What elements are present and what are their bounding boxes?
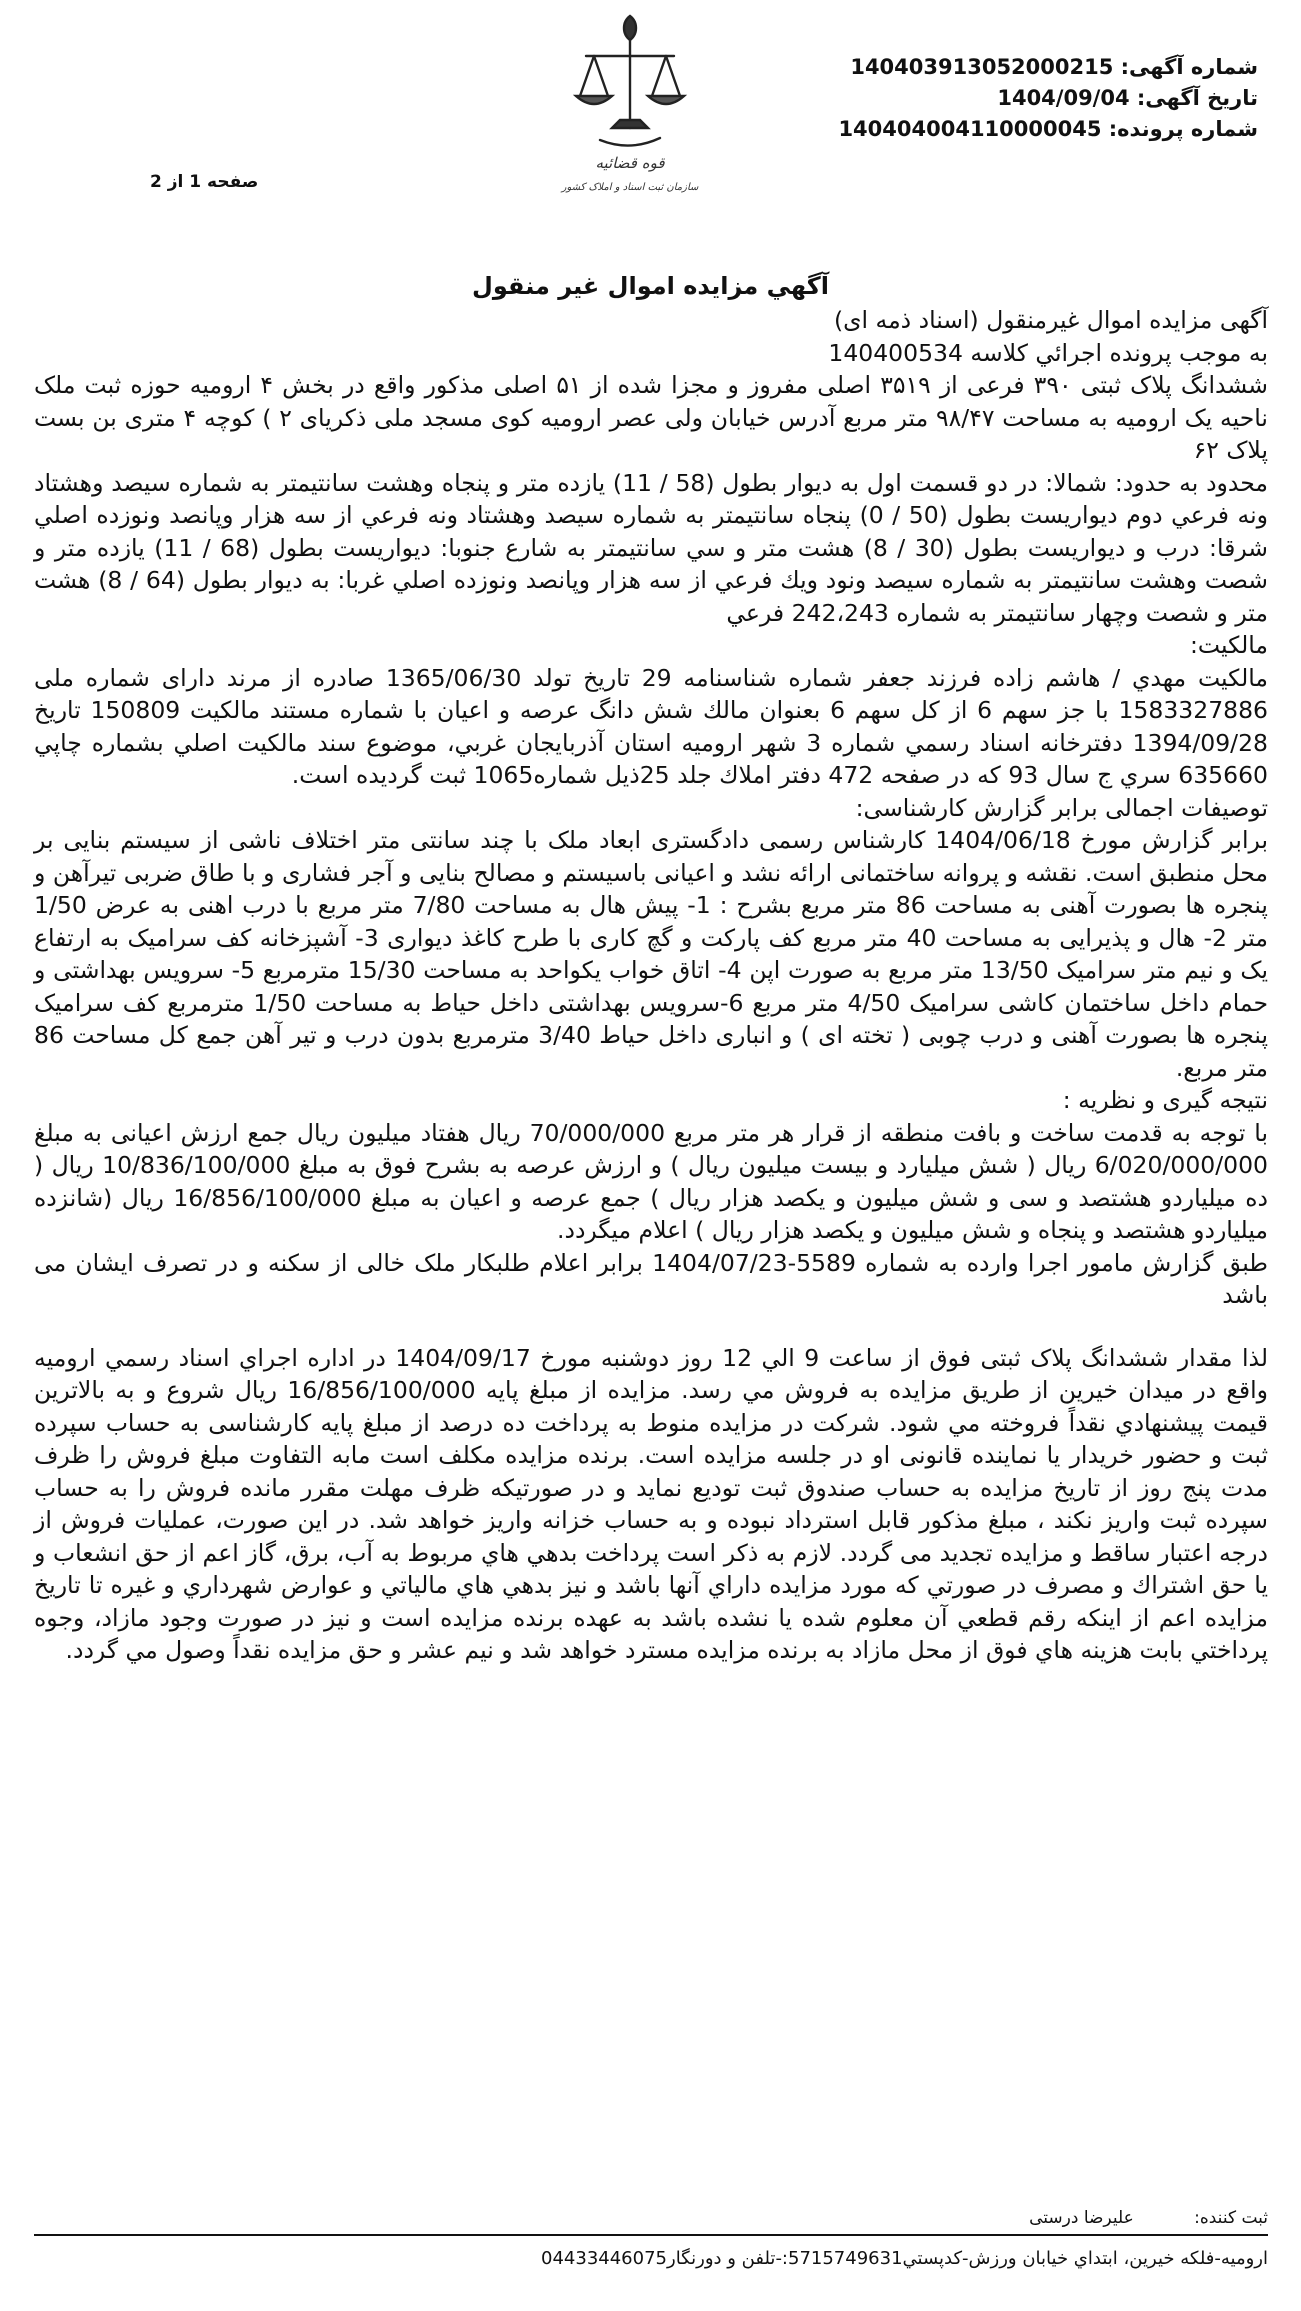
page-number: صفحه 1 از 2: [150, 172, 259, 192]
judiciary-scales-emblem-icon: [561, 10, 699, 196]
footer-address: اروميه-فلكه خيرين، ابتداي خيابان ورزش-كدپستي5715749631:-تلفن و دورنگار04433446075: [541, 2248, 1268, 2269]
file-number-row: [828, 114, 1258, 145]
conclusion-heading: نتیجه گیری و نظریه :: [1062, 1086, 1268, 1114]
registered-by-name: علیرضا درستی: [1029, 2208, 1134, 2228]
description-heading: توصیفات اجمالی برابر گزارش کارشناسی:: [855, 793, 1268, 822]
notice-number-row: [828, 52, 1258, 83]
registered-by-label: ثبت کننده:: [1194, 2208, 1268, 2228]
notice-date-label: تاریخ آگهی:: [1136, 86, 1258, 110]
file-number: 140404004110000045: [838, 117, 1102, 141]
description-paragraph: برابر گزارش مورخ 1404/06/18 کارشناس رسمی دادگستری ابعاد ملک با چند سانتی متر اختلاف ناشی از سیستم بنایی بر محل منطبق است. نقشه و پروانه ساختمانی ارائه نشد و اعیانی باسیستم و مصالح بنایی و آجر فشاری و با طاق ضربی تیرآهن و پنجره ها بصورت آهنی به مساحت 86 متر مربع بشرح : 1- پیش هال به مساحت 7/80 متر مربع با درب اهنی به عرض 1/50 متر 2- هال و پذیرایی به مساحت 40 متر مربع کف پارکت و گچ کاری با طرح کاغذ دیواری 3- آشپزخانه کف سرامیک به ارتفاع یک و نیم متر سرامیک 13/50 متر مربع به صورت اپن 4- اتاق خواب یکواحد به مساحت 15/30 مترمربع 5- سرویس بهداشتی و حمام داخل ساختمان کاشی سرامیک 4/50 متر مربع 6-سرویس بهداشتی داخل حیاط به مساحت 1/50 مترمربع کف سرامیک پنجره ها بصورت آهنی و درب چوبی ( تخته ای ) و انباری داخل حیاط 3/40 مترمربع بدون درب و تیر آهن جمع کل مساحت 86 متر مربع.: [34, 826, 1268, 1082]
page-title: آگهي مزايده اموال غير منقول: [472, 272, 829, 300]
footer-divider: [34, 2234, 1268, 2236]
intro-line-1: آگهی مزایده اموال غیرمنقول (اسناد ذمه ای): [833, 306, 1268, 334]
officer-report-paragraph: طبق گزارش مامور اجرا وارده به شماره 5589-1404/07/23 برابر اعلام طلبکار ملک خالی از سکنه و در تصرف ایشان می باشد: [34, 1248, 1268, 1309]
conclusion-paragraph: با توجه به قدمت ساخت و بافت منطقه از قرار هر متر مربع 70/000/000 ریال هفتاد میلیون ریال جمع ارزش اعیانی به مبلغ 6/020/000/000 ریال ( شش میلیارد و بیست میلیون ریال ) و ارزش عرصه به بشرح فوق به مبلغ 10/836/100/000 ریال ( ده میلیاردو هشتصد و سی و شش میلیون و یکصد هزار ریال ) جمع عرصه و اعیان به مبلغ 16/856/100/000 ریال (شانزده میلیاردو هشتصد و پنجاه و شش میلیون و یکصد هزار ریال ) اعلام میگردد.: [34, 1118, 1269, 1244]
notice-date: 1404/09/04: [997, 86, 1130, 110]
notice-number: 140403913052000215: [850, 55, 1114, 79]
paragraph-gap: [34, 1312, 1268, 1342]
notice-date-row: [828, 83, 1258, 114]
ownership-heading: مالکیت:: [1190, 631, 1268, 659]
property-paragraph: ششدانگ پلاک ثبتی ۳۹۰ فرعی از ۳۵۱۹ اصلی مفروز و مجزا شده از ۵۱ اصلی مذکور واقع در بخش ۴ ارومیه حوزه ثبت ملک ناحیه یک ارومیه به مساحت ۹۸/۴۷ متر مربع آدرس خیابان ولی عصر ارومیه کوی مسجد ملی ذکریای ۲ ) کوچه ۴ متری بن بست پلاک ۶۲: [34, 371, 1268, 464]
ownership-paragraph: مالكيت مهدي / هاشم زاده فرزند جعفر شماره شناسنامه 29 تاريخ تولد 1365/06/30 صادره از مرند دارای شماره ملی 1583327886 با جز سهم 6 از كل سهم 6 بعنوان مالك شش دانگ عرصه و اعيان با شماره مستند مالكيت 150809 تاريخ 1394/09/28 دفترخانه اسناد رسمي شماره 3 شهر اروميه استان آذربايجان غربي، موضوع سند مالكيت اصلي بشماره چاپي 635660 سري ج سال 93 كه در صفحه 472 دفتر املاك جلد 25ذيل شماره1065 ثبت گرديده است.: [34, 663, 1269, 789]
intro-line-2: به موجب پرونده اجرائي كلاسه 140400534: [828, 338, 1268, 367]
boundaries-paragraph: محدود به حدود: شمالا: در دو قسمت اول به ديوار بطول (58 / 11) يازده متر و پنجاه وهشت سانتيمتر به شماره سيصد وهشتاد ونه فرعي دوم ديواريست بطول (50 / 0) پنجاه سانتيمتر به شماره سيصد وهشتاد ونه فرعي از سه هزار وپانصد ونوزده اصلي شرقا: درب و ديواريست بطول (30 / 8) هشت متر و سي سانتيمتر به شارع جنوبا: ديواريست بطول (68 / 11) يازده متر و شصت وهشت سانتيمتر به شماره سيصد ونود ويك فرعي از سه هزار وپانصد ونوزده اصلي غربا: به ديوار بطول (64 / 8) هشت متر و شصت وچهار سانتيمتر به شماره 242،243 فرعي: [34, 468, 1269, 627]
notice-body: [34, 304, 1268, 1667]
file-number-label: شماره پرونده:: [1108, 117, 1258, 141]
svg-text:سازمان ثبت اسناد و املاک کشور: سازمان ثبت اسناد و املاک کشور: [561, 182, 699, 193]
notice-metadata: [828, 52, 1258, 145]
notice-number-label: شماره آگهی:: [1120, 55, 1258, 79]
svg-text:قوه قضائیه: قوه قضائیه: [595, 154, 665, 172]
registered-by: [34, 2208, 1268, 2228]
auction-terms-paragraph: لذا مقدار ششدانگ پلاک ثبتی فوق از ساعت 9 الي 12 روز دوشنبه مورخ 1404/09/17 در اداره اجراي اسناد رسمي اروميه واقع در ميدان خيرين از طريق مزايده به فروش مي رسد. مزايده از مبلغ پايه 16/856/100/000 ريال شروع و به بالاترين قيمت پيشنهادي نقداً فروخته مي شود. شركت در مزايده منوط به پرداخت ده درصد از مبلغ پايه كارشناسى به حساب سپرده ثبت و حضور خريدار يا نماينده قانونى او در جلسه مزايده است. برنده مزايده مكلف است مابه التفاوت مبلغ فروش را ظرف مدت پنج روز از تاريخ مزايده به حساب صندوق ثبت توديع نمايد و در صورتيكه ظرف مهلت مقرر مانده فروش را به حساب سپرده ثبت واريز نكند ، مبلغ مذكور قابل استرداد نبوده و به حساب خزانه واريز خواهد شد. در اين صورت، عمليات فروش از درجه اعتبار ساقط و مزايده تجديد مى گردد. لازم به ذكر است پرداخت بدهي هاي مربوط به آب، برق، گاز اعم از حق انشعاب و يا حق اشتراك و مصرف در صورتي كه مورد مزايده داراي آنها باشد و نيز بدهي هاي مالياتي و عوارض شهرداري و غيره تا تاريخ مزايده اعم از اينكه رقم قطعي آن معلوم شده يا نشده باشد به عهده برنده مزايده است و نيز در صورت وجود مازاد، وجوه پرداختي بابت هزينه هاي فوق از محل مازاد به برنده مزايده مسترد خواهد شد و نيم عشر و حق مزايده نقداً وصول مي گردد.: [34, 1343, 1269, 1664]
